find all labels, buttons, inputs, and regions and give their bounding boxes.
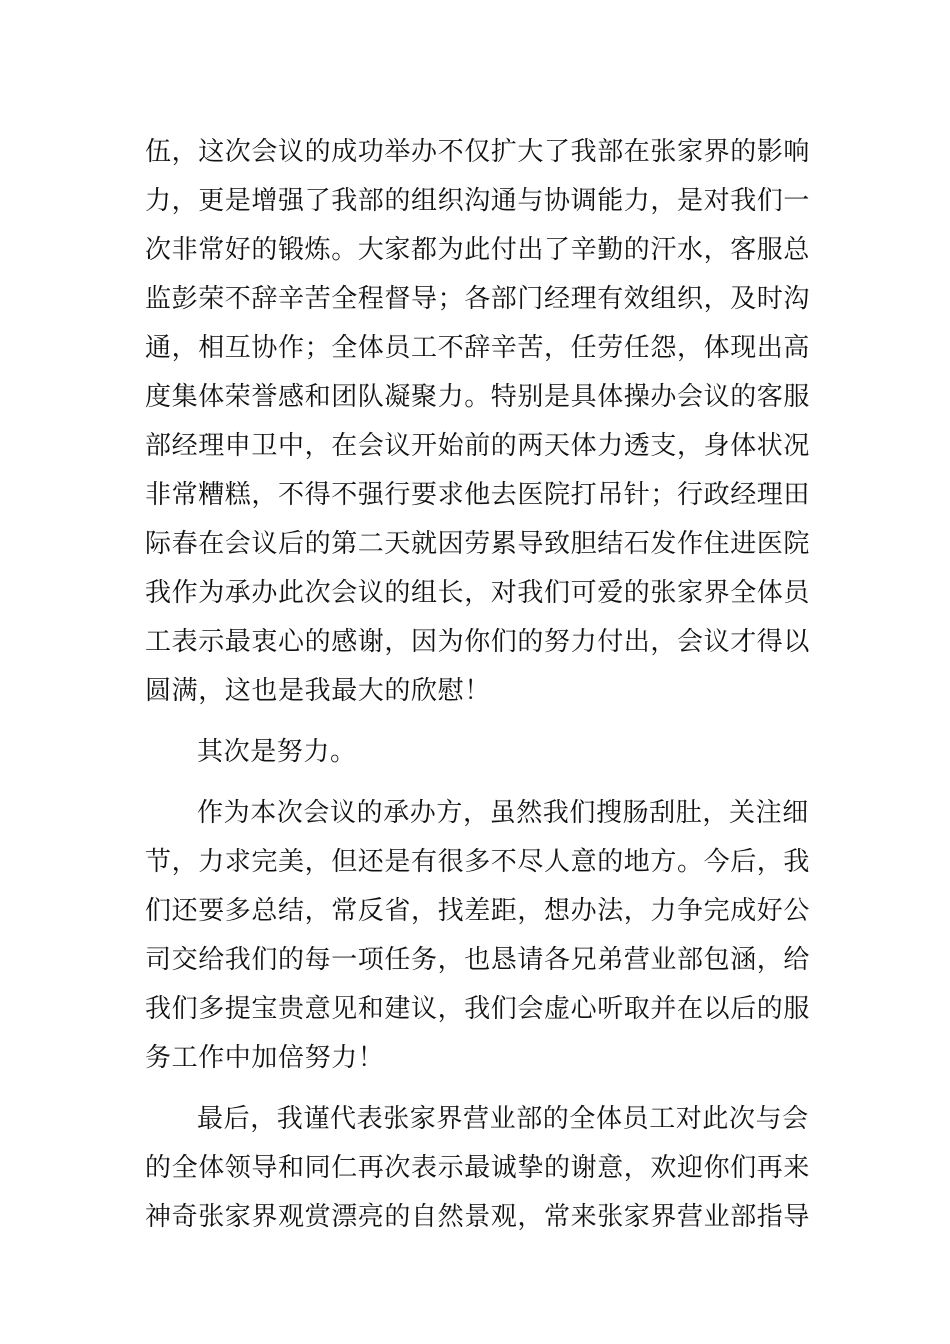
text-line: 圆满，这也是我最大的欣慰！ — [145, 676, 491, 706]
text-line: 作为本次会议的承办方，虽然我们搜肠刮肚，关注细 — [197, 798, 809, 828]
text-line: 力，更是增强了我部的组织沟通与协调能力，是对我们一 — [145, 186, 811, 216]
text-line: 次非常好的锻炼。大家都为此付出了辛勤的汗水，客服总 — [145, 235, 811, 265]
text-line: 监彭荣不辞辛苦全程督导；各部门经理有效组织，及时沟 — [145, 284, 811, 314]
text-line: 的全体领导和同仁再次表示最诚挚的谢意，欢迎你们再来 — [145, 1153, 811, 1183]
text-line: 非常糟糕，不得不强行要求他去医院打吊针；行政经理田 — [145, 480, 811, 510]
text-line: 通，相互协作；全体员工不辞辛苦，任劳任怨，体现出高 — [145, 333, 811, 363]
paragraph — [145, 1095, 810, 1242]
text-line: 务工作中加倍努力！ — [145, 1043, 385, 1073]
document-body — [145, 128, 810, 1242]
paragraph-gap — [145, 777, 810, 789]
text-line: 我作为承办此次会议的组长，对我们可爱的张家界全体员 — [145, 578, 811, 608]
text-line: 们还要多总结，常反省，找差距，想办法，力争完成好公 — [145, 896, 811, 926]
text-line: 我们多提宝贵意见和建议，我们会虚心听取并在以后的服 — [145, 994, 811, 1024]
paragraph-gap — [145, 716, 810, 728]
text-line: 神奇张家界观赏漂亮的自然景观，常来张家界营业部指导 — [145, 1202, 811, 1232]
text-line: 司交给我们的每一项任务，也恳请各兄弟营业部包涵，给 — [145, 945, 811, 975]
text-line: 最后，我谨代表张家界营业部的全体员工对此次与会 — [197, 1104, 809, 1134]
text-line: 度集体荣誉感和团队凝聚力。特别是具体操办会议的客服 — [145, 382, 811, 412]
text-line: 部经理申卫中，在会议开始前的两天体力透支，身体状况 — [145, 431, 811, 461]
text-line: 际春在会议后的第二天就因劳累导致胆结石发作住进医院 — [145, 529, 811, 559]
paragraph — [145, 128, 810, 716]
paragraph — [145, 728, 810, 777]
text-line: 其次是努力。 — [197, 737, 357, 767]
text-line: 节，力求完美，但还是有很多不尽人意的地方。今后，我 — [145, 847, 811, 877]
paragraph — [145, 789, 810, 1083]
text-line: 工表示最衷心的感谢，因为你们的努力付出，会议才得以 — [145, 627, 811, 657]
paragraph-gap — [145, 1083, 810, 1095]
text-line: 伍，这次会议的成功举办不仅扩大了我部在张家界的影响 — [145, 137, 811, 167]
